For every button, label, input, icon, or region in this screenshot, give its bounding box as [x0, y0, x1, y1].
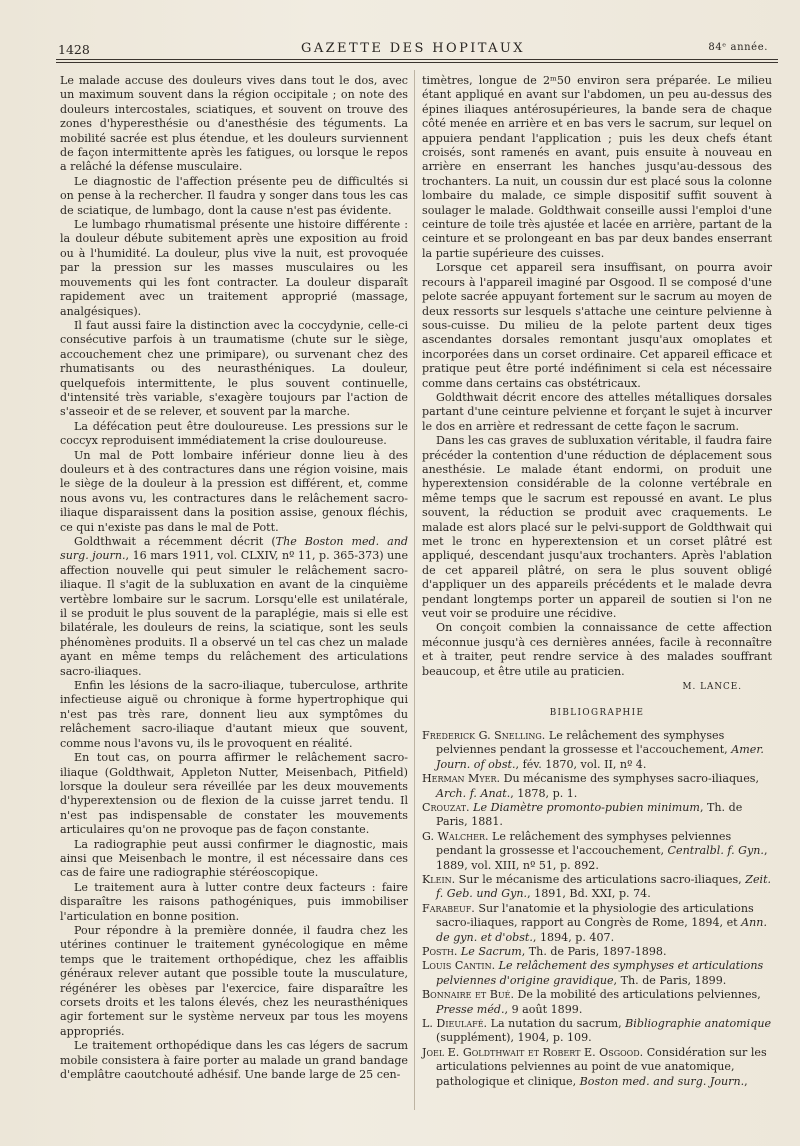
bibliography-source: Le Diamètre promonto-pubien minimum: [473, 800, 700, 814]
bibliography-entry: [422, 801, 772, 830]
paragraph: Pour répondre à la première donnée, il faudra chez les utérines continuer le traitement gynécologique en même temps que le traitement orthopédique, chez les affaiblis généraux relever autant que possible toute la musculature, régénérer les obèses par l'exercice, faire disparaître les corsets droits et les talons élevés, chez les neurasthéniques agir fortement sur le système nerveux par tous les moyens appropriés.: [60, 923, 408, 1038]
bibliography-details: , 1891, Bd. XXI, p. 74.: [527, 887, 651, 901]
bibliography-entry: [422, 1017, 772, 1046]
bibliography-author: Posth.: [422, 944, 458, 958]
column-divider: [414, 70, 415, 1110]
bibliography-entry: [422, 729, 772, 772]
bibliography-source: Zeit. f. Geb. und Gyn.: [436, 872, 772, 901]
bibliography-entry: [422, 959, 772, 988]
journal-year: 84ᵉ année.: [708, 42, 768, 53]
bibliography-entry: [422, 902, 772, 945]
paragraph: La radiographie peut aussi confirmer le diagnostic, mais ainsi que Meisenbach le montre, il est nécessaire dans ces cas de faire une radiographie stéréoscopique.: [60, 837, 408, 880]
paragraph: Goldthwait décrit encore des attelles métalliques dorsales partant d'une ceinture pelvienne et forçant le sujet à incurver le dos en arrière et redressant de cette façon le sacrum.: [422, 390, 772, 433]
paragraph: La défécation peut être douloureuse. Les pressions sur le coccyx reproduisent immédiatement la crise douloureuse.: [60, 419, 408, 448]
left-column: [60, 74, 408, 1082]
text: Goldthwait a récemment décrit (: [74, 535, 276, 548]
bibliography-source: Presse méd.: [436, 1002, 505, 1016]
bibliography-text: De la mobilité des articulations pelviennes,: [514, 988, 761, 1002]
bibliography-author: Frederick G. Snelling.: [422, 728, 546, 742]
paragraph: Dans les cas graves de subluxation véritable, il faudra faire précéder la contention d'une réduction de déplacement sous anesthésie. Le malade étant endormi, on produit une hyperextension considérable de la colonne vertébrale en même temps que le sacrum est repoussé en avant. Le plus souvent, la réduction se produit avec craquements. Le malade est alors placé sur le pelvi-support de Goldthwait qui met le tronc en hyperextension et un corset plâtré est appliqué, descendant jusqu'aux trochanters. Après l'ablation de cet appareil plâtré, on sera le plus souvent obligé d'appliquer un des appareils précédents et le malade devra pendant longtemps porter un appareil de soutien si l'on ne veut voir se produire une récidive.: [422, 434, 772, 621]
signature-line: [422, 679, 772, 694]
bibliography-heading: BIBLIOGRAPHIE: [549, 708, 645, 719]
paragraph: Lorsque cet appareil sera insuffisant, on pourra avoir recours à l'appareil imaginé par Osgood. Il se composé d'une pelote sacrée appuyant fortement sur le sacrum au moyen de deux ressorts sur lesquels s'attache une ceinture pelvienne à sous-cuisse. Du milieu de la pelote partent deux tiges ascendantes dorsales remontant jusqu'aux omoplates et incorporées dans un corset ordinaire. Cet appareil efficace et pratique peut être porté indéfiniment si cela est nécessaire comme dans certains cas obstétricaux.: [422, 261, 772, 390]
text: , 16 mars 1911, vol. CLXIV, nº 11, p. 365-373) une affection nouvelle qui peut simuler le relâchement sacro-iliaque. Il s'agit de la subluxation en avant de la cinquième vertèbre lombaire sur le sacrum. Lorsqu'elle est unilatérale, il se produit le plus souvent de la paraplégie, mais si elle est bilatérale, les douleurs de reins, la sciatique, sont les seuls phénomènes produits. Il a observé un tel cas chez un malade ayant en même temps du relâchement des articulations sacro-iliaques.: [60, 549, 409, 678]
bibliography-details: , Th. de Paris, 1899.: [613, 973, 727, 987]
bibliography-text: Le relâchement des symphyses pelviennes pendant la grossesse et l'accouchement,: [436, 829, 732, 858]
bibliography-source: Le relâchement des symphyses et articulations pelviennes d'origine gravidique: [436, 959, 764, 987]
bibliography-details: , Th. de Paris, 1881.: [436, 800, 743, 829]
bibliography-entry: [422, 772, 772, 801]
bibliography-details: , 9 août 1899.: [504, 1002, 583, 1016]
paragraph: On conçoit combien la connaissance de cette affection méconnue jusqu'à ces dernières années, facile à reconnaître et à traiter, peut rendre service à des malades souffrant beaucoup, et être utile au praticien.: [422, 621, 772, 678]
header-rule-thick: [56, 62, 778, 63]
paragraph: Il faut aussi faire la distinction avec la coccydynie, celle-ci consécutive parfois à un traumatisme (chute sur le siège, accouchement chez une primipare), ou survenant chez des rhumatisants ou des neurasthéniques. La douleur, quelquefois intermittente, le plus souvent continuelle, d'intensité très variable, s'exagère toujours par l'action de s'asseoir et de se relever, et souvent par la marche.: [60, 318, 408, 419]
paragraph: Le traitement orthopédique dans les cas légers de sacrum mobile consistera à faire porter au malade un grand bandage d'emplâtre caoutchouté adhésif. Une bande large de 25 cen-: [60, 1039, 408, 1082]
paragraph: timètres, longue de 2ᵐ50 environ sera préparée. Le milieu étant appliqué en avant sur l'abdomen, un peu au-dessus des épines iliaques antérosupérieures, la bande sera de chaque côté menée en arrière et en bas vers le sacrum, sur lequel on appuiera pendant l'application ; puis les deux chefs étant croisés, sont ramenés en avant, puis ensuite à nouveau en arrière en enserrant les hanches jusqu'au-dessous des trochanters. La nuit, un coussin dur est placé sous la colonne lombaire du malade, ce simple dispositif suffit souvent à soulager le malade. Goldthwait conseille aussi l'emploi d'une ceinture de toile très ajustée et lacée en arrière, partant de la ceinture et se prolongeant en bas par deux bandes enserrant la partie supérieure des cuisses.: [422, 74, 772, 260]
author-signature: M. LANCE.: [682, 682, 742, 693]
bibliography-author: L. Dieulafé.: [422, 1017, 488, 1030]
paragraph: Enfin les lésions de la sacro-iliaque, tuberculose, arthrite infectieuse aiguë ou chronique à forme hypertrophique qui n'est pas très rare, donnent lieu aux symptômes du relâchement sacro-iliaque d'autant mieux que souvent, comme nous l'avons vu, ils le provoquent en réalité.: [60, 679, 408, 750]
page-number: 1428: [58, 42, 90, 57]
page-header: [52, 30, 774, 56]
journal-title: GAZETTE DES HOPITAUX: [301, 41, 525, 56]
bibliography-text: Du mécanisme des symphyses sacro-iliaques,: [500, 772, 759, 786]
bibliography-entry: [422, 988, 772, 1017]
header-rule: [56, 59, 778, 60]
bibliography-entry: [422, 1046, 772, 1089]
paragraph: En tout cas, on pourra affirmer le relâchement sacro-iliaque (Goldthwait, Appleton Nutter, Meisenbach, Pitfield) lorsque la douleur sera réveillée par les deux mouvements d'hyperextension ou de flexion de la cuisse jarret tendu. Il n'est pas indispensable de constater les mouvements articulaires qu'on ne provoque pas de façon constante.: [60, 751, 408, 837]
bibliography-source: Arch. f. Anat.: [436, 786, 511, 800]
bibliography-author: Crouzat.: [422, 800, 470, 814]
bibliography-source: Centralbl. f. Gyn.: [667, 844, 764, 858]
bibliography-entry: [422, 873, 772, 902]
right-column: [422, 74, 772, 1089]
bibliography-author: Bonnaire et Bué.: [422, 988, 515, 1002]
paragraph: Le lumbago rhumatismal présente une histoire différente : la douleur débute subitement après une exposition au froid ou à l'humidité. La douleur, plus vive la nuit, est provoquée par la pression sur les masses musculaires ou les mouvements qui les font contracter. La douleur disparaît rapidement avec un traitement approprié (massage, analgésiques).: [60, 218, 408, 318]
bibliography-source: Ann. de gyn. et d'obst.: [436, 916, 767, 944]
paragraph: Le malade accuse des douleurs vives dans tout le dos, avec un maximum souvent dans la région occipitale ; on note des douleurs intercostales, sciatiques, et souvent on trouve des zones d'hyperesthésie ou d'anesthésie des téguments. La mobilité sacrée est plus étendue, et les douleurs surviennent de façon intermittente après les fatigues, ou lorsque le repos a relâché la défense musculaire.: [60, 74, 408, 174]
bibliography-source: Boston med. and surg. Journ.: [579, 1074, 745, 1088]
bibliography-text: La nutation du sacrum,: [487, 1017, 626, 1030]
bibliography-source: Bibliographie anatomique: [625, 1017, 772, 1030]
bibliography-details: ,: [744, 1074, 748, 1088]
journal-citation: The Boston med. and surg. journ.: [60, 535, 408, 563]
bibliography-details: , 1878, p. 1.: [510, 786, 578, 800]
paragraph-goldthwait: [60, 535, 408, 679]
bibliography-author: Herman Myer.: [422, 772, 501, 786]
bibliography-author: Farabeuf.: [422, 901, 475, 915]
bibliography-details: , 1889, vol. XIII, nº 51, p. 892.: [436, 844, 768, 872]
bibliography-details: , fév. 1870, vol. II, nº 4.: [515, 757, 647, 771]
bibliography-entry: [422, 945, 772, 959]
bibliography-entry: [422, 830, 772, 873]
bibliography-details: , Th. de Paris, 1897-1898.: [521, 944, 667, 958]
bibliography-details: (supplément), 1904, p. 109.: [436, 1031, 592, 1045]
bibliography-author: Klein.: [422, 872, 456, 886]
bibliography-list: [422, 729, 772, 1089]
bibliography-text: Considération sur les articulations pelviennes au point de vue anatomique, pathologique et clinique,: [436, 1045, 767, 1088]
bibliography-text: Sur l'anatomie et la physiologie des articulations sacro-iliaques, rapport au Congrès de Rome, 1894, et: [436, 901, 754, 930]
bibliography-text: Le relâchement des symphyses pelviennes pendant la grossesse et l'accouchement,: [436, 728, 732, 757]
bibliography-author: G. Walcher.: [422, 829, 489, 843]
bibliography-text: Sur le mécanisme des articulations sacro-iliaques,: [455, 872, 746, 886]
bibliography-author: Louis Cantin.: [422, 959, 496, 973]
bibliography-details: , 1894, p. 407.: [532, 930, 615, 944]
paragraph: Le diagnostic de l'affection présente peu de difficultés si on pense à la rechercher. Il faudra y songer dans tous les cas de sciatique, de lumbago, dont la cause n'est pas évidente.: [60, 174, 408, 217]
paragraph: Un mal de Pott lombaire inférieur donne lieu à des douleurs et à des contractures dans une région voisine, mais le siège de la douleur à la pression est différent, et, comme nous avons vu, les contractures dans le relâchement sacro-iliaque disparaissent dans la position assise, genoux fléchis, ce qui n'existe pas dans le mal de Pott.: [60, 448, 408, 534]
paragraph: Le traitement aura à lutter contre deux facteurs : faire disparaître les raisons pathogéniques, puis immobiliser l'articulation en bonne position.: [60, 880, 408, 923]
bibliography-source: Amer. Journ. of obst.: [436, 743, 764, 771]
bibliography-author: Joel E. Goldthwait et Robert E. Osgood.: [422, 1045, 644, 1059]
bibliography-source: Le Sacrum: [460, 944, 522, 958]
